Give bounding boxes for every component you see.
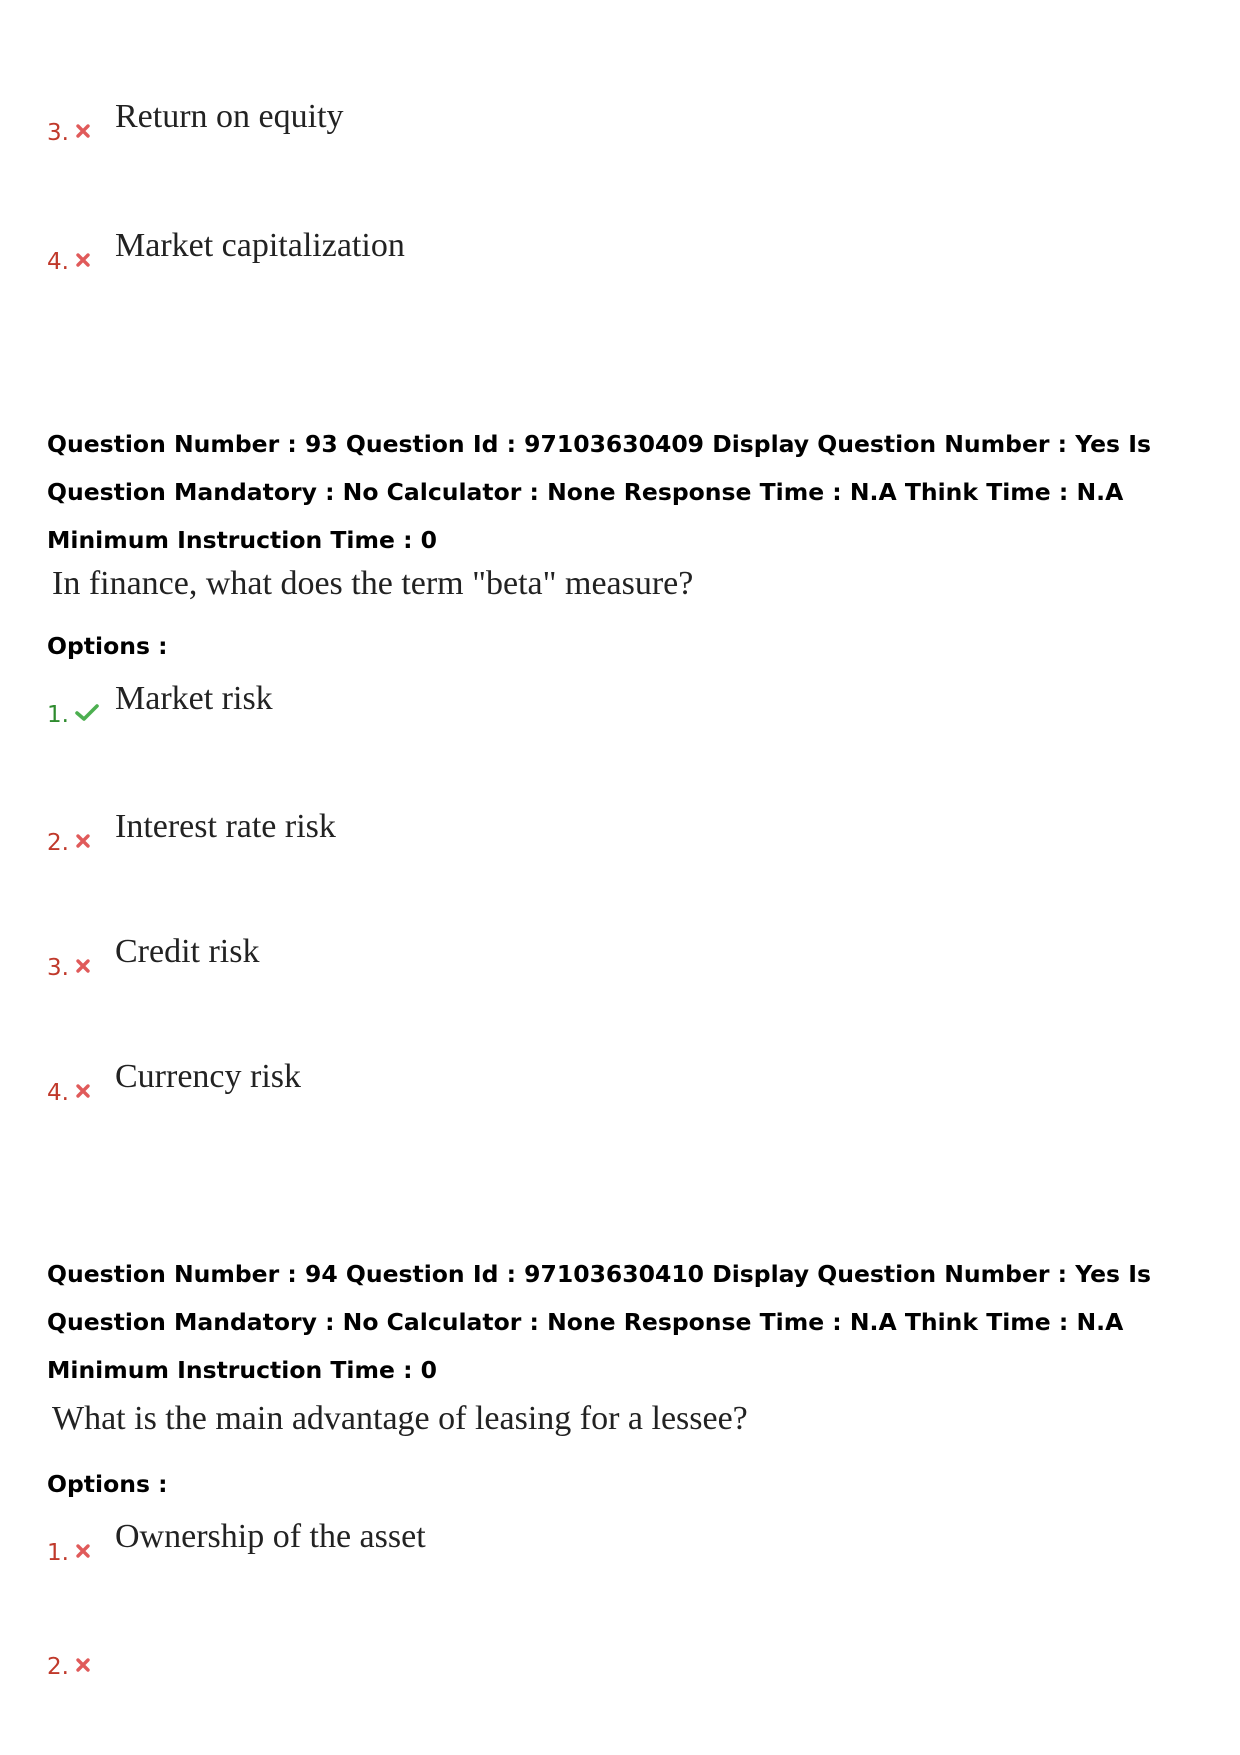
- check-icon: [75, 698, 115, 728]
- option-text: Currency risk: [115, 1058, 302, 1095]
- cross-icon: [75, 826, 115, 856]
- option-number: 3.: [47, 120, 69, 146]
- cross-icon: [75, 951, 115, 981]
- option-number: 1.: [47, 1540, 69, 1566]
- option-text: Credit risk: [115, 933, 260, 970]
- option-number: 1.: [47, 702, 69, 728]
- option-item: [47, 227, 405, 275]
- cross-icon: [75, 1650, 115, 1680]
- options-label: Options :: [47, 1470, 168, 1498]
- option-number: 3.: [47, 955, 69, 981]
- question-meta: Question Number : 94 Question Id : 97103630410 Display Question Number : Yes Is Question Mandatory : No Calculator : None Response Time : N.A Think Time : N.A Minimum Instruction Time : 0: [47, 1260, 1151, 1384]
- option-item: [47, 680, 273, 728]
- option-item: [47, 1650, 115, 1680]
- option-item: [47, 1518, 426, 1566]
- option-number: 4.: [47, 249, 69, 275]
- option-number: 2.: [47, 830, 69, 856]
- option-item: [47, 808, 336, 856]
- option-item: [47, 933, 260, 981]
- question-text: In finance, what does the term "beta" measure?: [52, 565, 694, 602]
- option-text: Market risk: [115, 680, 273, 717]
- option-number: 4.: [47, 1080, 69, 1106]
- cross-icon: [75, 245, 115, 275]
- option-text: Market capitalization: [115, 227, 405, 264]
- option-number: 2.: [47, 1654, 69, 1680]
- option-item: [47, 98, 344, 146]
- cross-icon: [75, 1076, 115, 1106]
- option-item: [47, 1058, 302, 1106]
- question-text: What is the main advantage of leasing for a lessee?: [52, 1400, 748, 1437]
- option-text: Return on equity: [115, 98, 344, 135]
- cross-icon: [75, 116, 115, 146]
- option-text: Ownership of the asset: [115, 1518, 426, 1555]
- cross-icon: [75, 1536, 115, 1566]
- options-label: Options :: [47, 632, 168, 660]
- option-text: Interest rate risk: [115, 808, 336, 845]
- question-meta: Question Number : 93 Question Id : 97103630409 Display Question Number : Yes Is Question Mandatory : No Calculator : None Response Time : N.A Think Time : N.A Minimum Instruction Time : 0: [47, 430, 1151, 554]
